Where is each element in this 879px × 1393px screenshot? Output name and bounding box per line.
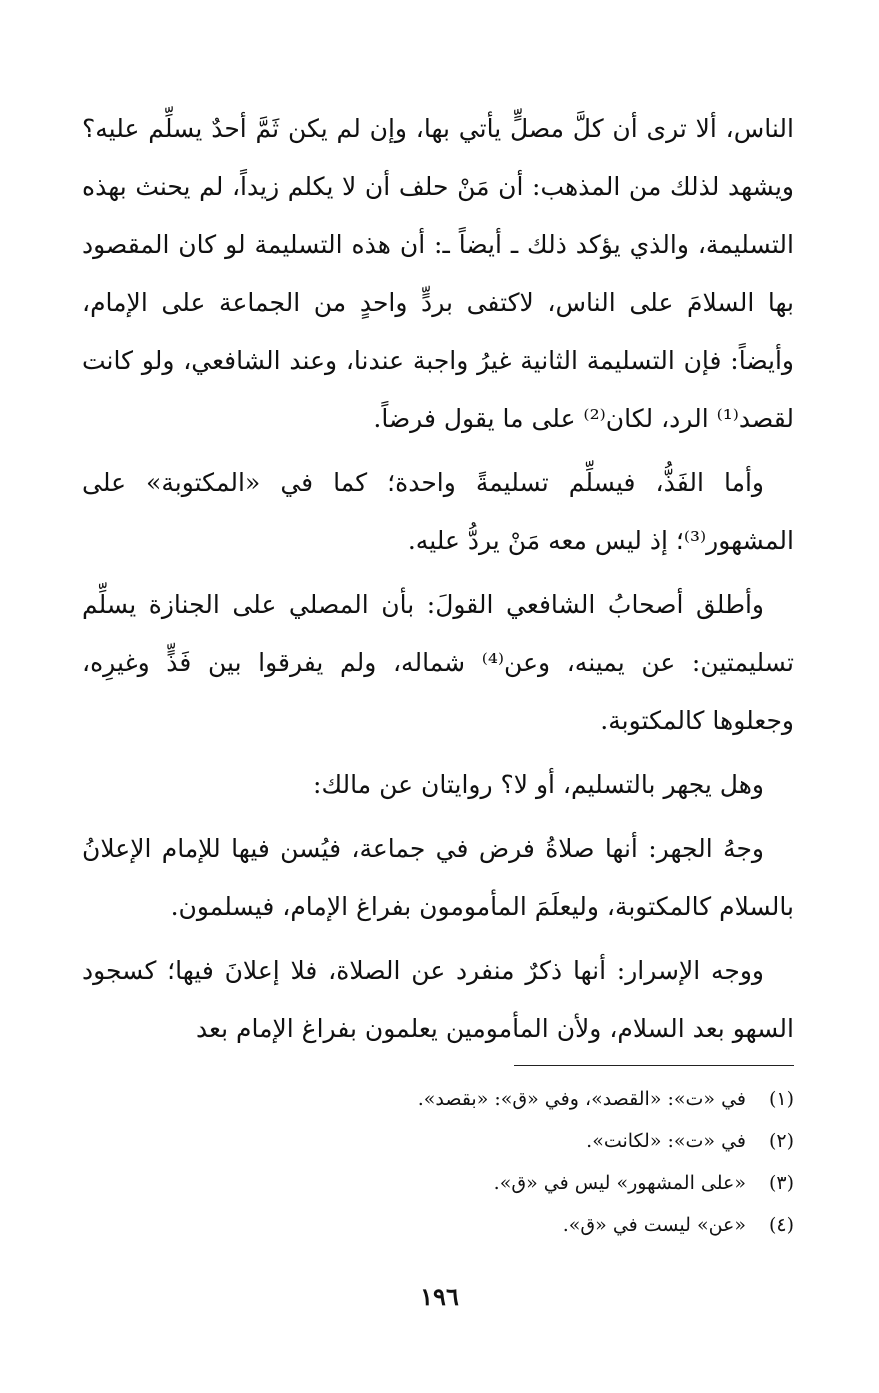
footnote-item (194, 1120, 794, 1162)
footnote-text: في «ت»: «القصد»، وفي «ق»: «بقصد». (417, 1088, 746, 1110)
paragraph-jahr: وجهُ الجهر: أنها صلاةُ فرض في جماعة، فيُسن فيها للإمام الإعلانُ بالسلام كالمكتوبة، وليعلَمَ المأمومون بفراغ الإمام، فيسلمون. (82, 834, 794, 921)
paragraph-israr: ووجه الإسرار: أنها ذكرٌ منفرد عن الصلاة، فلا إعلانَ فيها؛ كسجود السهو بعد السلام، ولأن المأمومين يعلمون بفراغ الإمام بعد (82, 956, 794, 1043)
paragraph-janazah: وأطلق أصحابُ الشافعي القولَ: بأن المصلي على الجنازة يسلِّم تسليمتين: عن يمينه، وعن⁽⁴⁾ شماله، ولم يفرقوا بين فَذٍّ وغيرِه، وجعلوها كالمكتوبة. (82, 590, 794, 735)
footnote-text: «على المشهور» ليس في «ق». (493, 1172, 746, 1194)
footnote-text: «عن» ليست في «ق». (562, 1214, 746, 1236)
page-number: ١٩٦ (420, 1282, 459, 1311)
footnote-divider (514, 1065, 794, 1066)
footnote-number: (٤) (768, 1214, 794, 1236)
footnote-number: (١) (768, 1088, 794, 1110)
footnote-text: في «ت»: «لكانت». (586, 1130, 746, 1152)
footnotes-list (194, 1078, 794, 1246)
page-body (82, 100, 794, 1058)
paragraph-fadh: وأما الفَذُّ، فيسلِّم تسليمةً واحدة؛ كما في «المكتوبة» على المشهور⁽³⁾؛ إذ ليس معه مَنْ يردُّ عليه. (82, 468, 794, 555)
paragraph-question: وهل يجهر بالتسليم، أو لا؟ روايتان عن مالك: (313, 770, 764, 799)
footnote-number: (٢) (768, 1130, 794, 1152)
footnote-item (194, 1162, 794, 1204)
footnote-item (194, 1204, 794, 1246)
footnote-number: (٣) (768, 1172, 794, 1194)
paragraph-continued: الناس، ألا ترى أن كلَّ مصلٍّ يأتي بها، وإن لم يكن ثَمَّ أحدٌ يسلِّم عليه؟ ويشهد لذلك من المذهب: أن مَنْ حلف أن لا يكلم زيداً، لم يحنث بهذه التسليمة، والذي يؤكد ذلك ـ أيضاً ـ: أن هذه التسليمة لو كان المقصود بها السلامَ على الناس، لاكتفى بردٍّ واحدٍ من الجماعة على الإمام، وأيضاً: فإن التسليمة الثانية غيرُ واجبة عندنا، وعند الشافعي، ولو كانت لقصد⁽¹⁾ الرد، لكان⁽²⁾ على ما يقول فرضاً. (82, 114, 794, 433)
footnote-item (194, 1078, 794, 1120)
